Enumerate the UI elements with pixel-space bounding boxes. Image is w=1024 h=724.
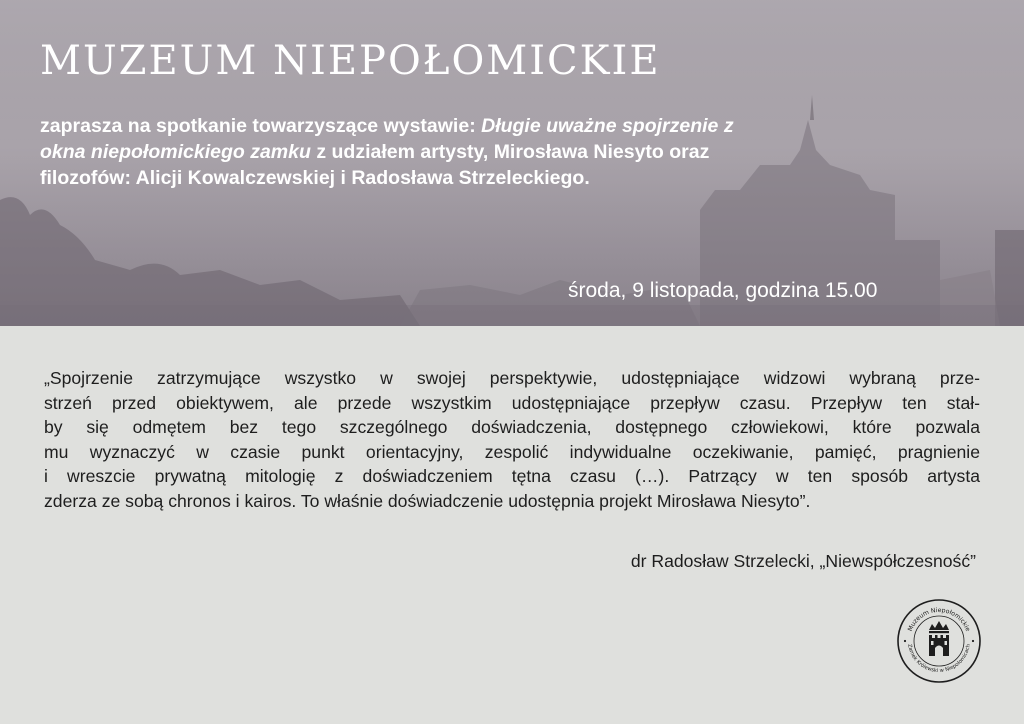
quote-author: dr Radosław Strzelecki, „Niewspółczesność” bbox=[630, 551, 976, 571]
quote-line: zderza ze sobą chronos i kairos. To właśnie doświadczenie udostępnia projekt Mirosława Niesyto”. bbox=[44, 490, 811, 511]
event-date-time: środa, 9 listopada, godzina 15.00 bbox=[568, 279, 878, 302]
invitation-prefix: zaprasza na spotkanie towarzyszące wystawie: bbox=[40, 115, 482, 137]
quote-line: i wreszcie prywatną mitologię z doświadczeniem tętna czasu (…). Patrzący w ten sposób artysta bbox=[44, 466, 980, 486]
exhibition-title: Długie uważne spojrzenie z okna niepołomickiego zamku bbox=[40, 115, 734, 163]
quote-line: strzeń przed obiektywem, ale przede wszystkim udostępniające przepływ czasu. Przepływ ten stał- bbox=[44, 392, 980, 413]
seal-bottom-text: Zamek Królewski w Niepołomicach bbox=[906, 643, 972, 675]
quote-line: mu wyznaczyć w czasie punkt orientacyjny, zespolić indywidualne oczekiwanie, pamięć, pragnienie bbox=[44, 441, 980, 462]
header-banner bbox=[0, 0, 1024, 326]
quote-line: by się odmętem bez tego szczególnego doświadczenia, dostępnego człowiekowi, które pozwala bbox=[44, 417, 980, 437]
castle-crown-icon bbox=[929, 621, 949, 656]
quote-block bbox=[44, 366, 980, 513]
museum-title: MUZEUM NIEPOŁOMICKIE bbox=[40, 38, 661, 84]
seal-top-text: Muzeum Niepołomickie bbox=[906, 606, 972, 633]
quote-line: „Spojrzenie zatrzymujące wszystko w swojej perspektywie, udostępniające widzowi wybraną prze- bbox=[44, 368, 980, 388]
museum-seal-logo bbox=[896, 598, 982, 684]
invitation-text bbox=[40, 113, 740, 191]
invitation-suffix: z udziałem artysty, Mirosława Niesyto oraz filozofów: Alicji Kowalczewskiej i Radosława Strzeleckiego. bbox=[40, 141, 710, 189]
